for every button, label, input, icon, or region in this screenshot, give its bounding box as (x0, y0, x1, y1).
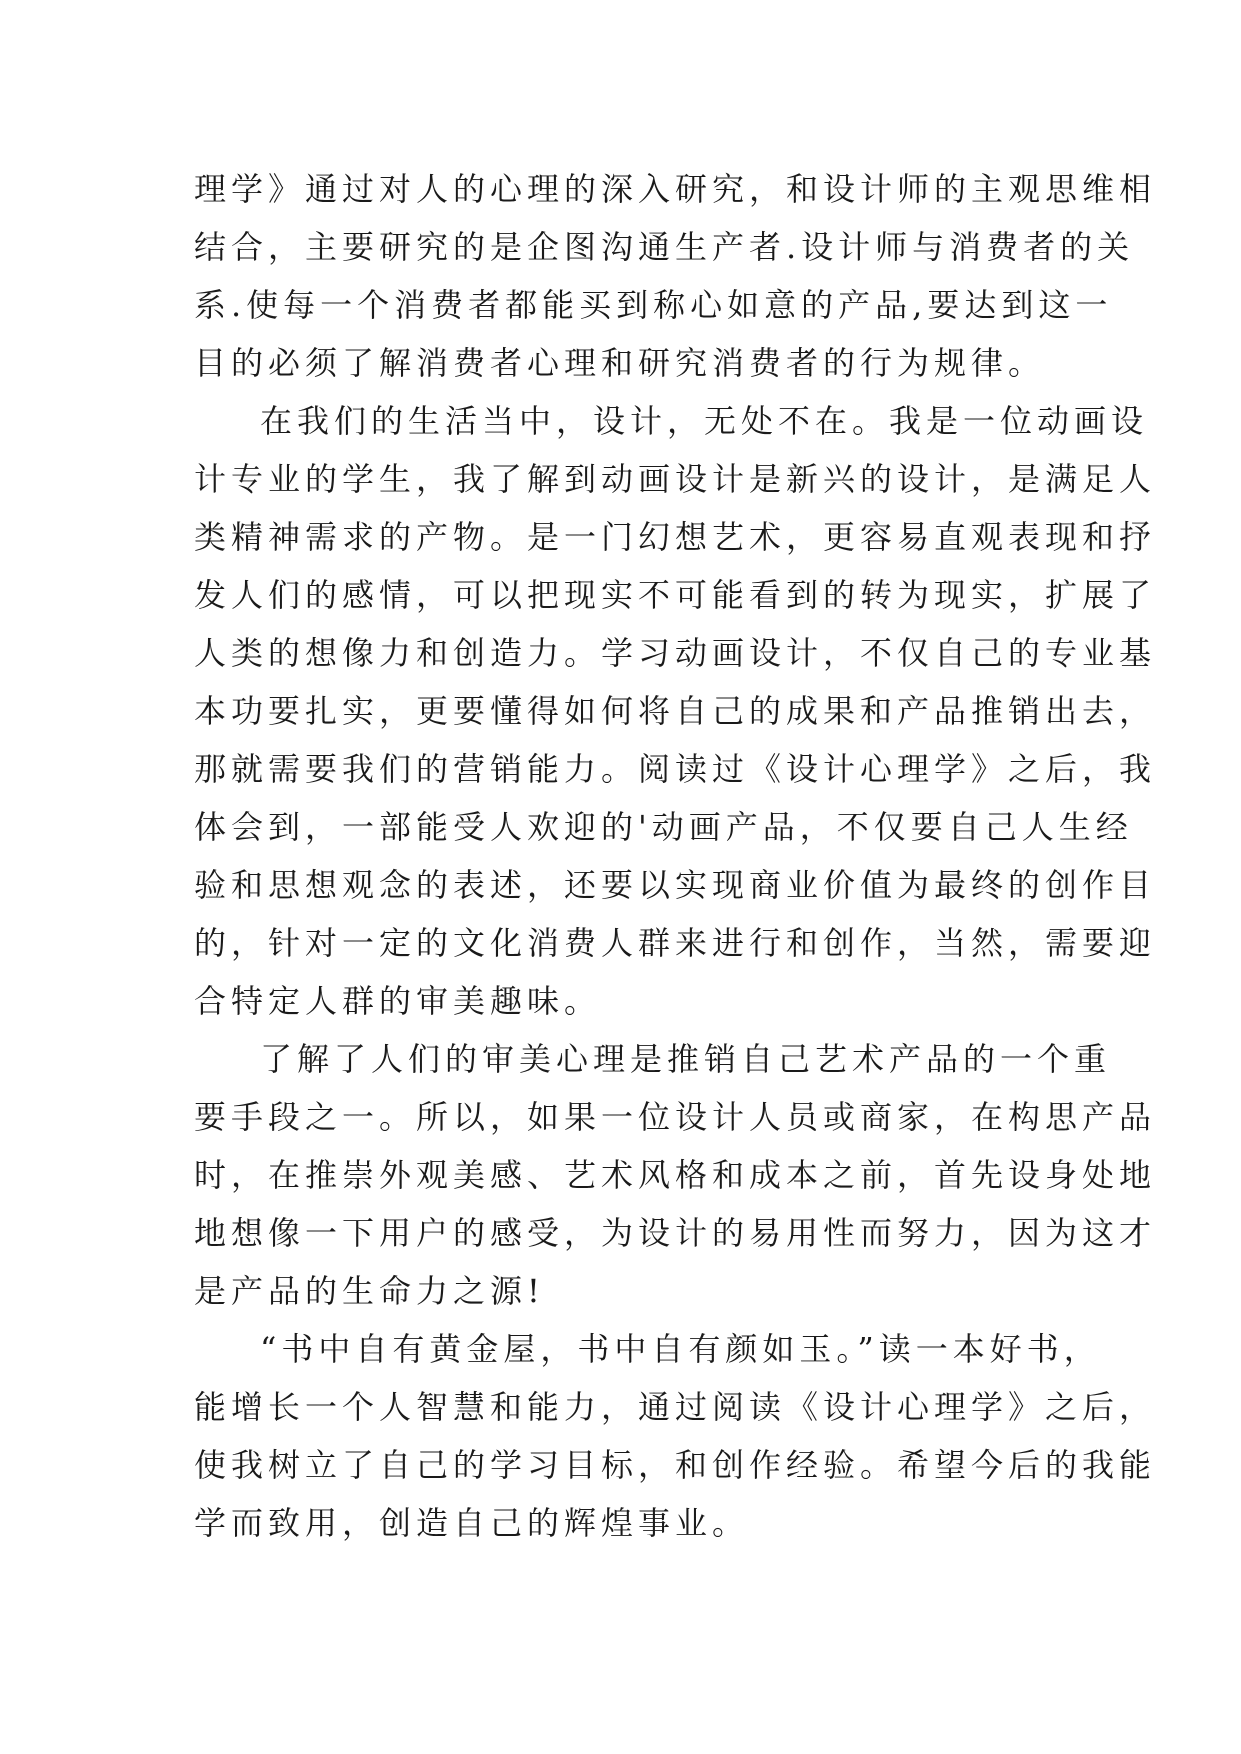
text-line: 学而致用，创造自己的辉煌事业。 (194, 1504, 750, 1542)
text-line: 本功要扎实，更要懂得如何将自己的成果和产品推销出去， (194, 692, 1157, 730)
text-line: 发人们的感情，可以把现实不可能看到的转为现实，扩展了 (194, 576, 1157, 614)
text-line: 时，在推崇外观美感、艺术风格和成本之前，首先设身处地 (194, 1156, 1157, 1194)
document-body (194, 160, 1157, 1552)
text-line: 计专业的学生，我了解到动画设计是新兴的设计，是满足人 (194, 460, 1157, 498)
text-line: 能增长一个人智慧和能力，通过阅读《设计心理学》之后， (194, 1388, 1157, 1426)
paragraph-3 (194, 1030, 1157, 1320)
text-line: 是产品的生命力之源! (194, 1272, 545, 1310)
text-line: 理学》通过对人的心理的深入研究，和设计师的主观思维相 (194, 170, 1157, 208)
text-line: 要手段之一。所以，如果一位设计人员或商家，在构思产品 (194, 1098, 1157, 1136)
paragraph-1 (194, 160, 1157, 392)
text-line: 人类的想像力和创造力。学习动画设计，不仅自己的专业基 (194, 634, 1157, 672)
text-line: 在我们的生活当中，设计，无处不在。我是一位动画设 (260, 402, 1149, 440)
text-line: 体会到，一部能受人欢迎的'动画产品，不仅要自己人生经 (194, 808, 1133, 846)
text-line: 合特定人群的审美趣味。 (194, 982, 602, 1020)
text-line: 验和思想观念的表述，还要以实现商业价值为最终的创作目 (194, 866, 1157, 904)
text-line: 系.使每一个消费者都能买到称心如意的产品,要达到这一 (194, 286, 1113, 324)
text-line: 类精神需求的产物。是一门幻想艺术，更容易直观表现和抒 (194, 518, 1157, 556)
text-line: “书中自有黄金屋，书中自有颜如玉。”读一本好书， (260, 1330, 1101, 1368)
text-line: 目的必须了解消费者心理和研究消费者的行为规律。 (194, 344, 1046, 382)
text-line: 的，针对一定的文化消费人群来进行和创作，当然，需要迎 (194, 924, 1157, 962)
text-line: 了解了人们的审美心理是推销自己艺术产品的一个重 (260, 1040, 1112, 1078)
text-line: 地想像一下用户的感受，为设计的易用性而努力，因为这才 (194, 1214, 1157, 1252)
text-line: 结合，主要研究的是企图沟通生产者.设计师与消费者的关 (194, 228, 1135, 266)
text-line: 那就需要我们的营销能力。阅读过《设计心理学》之后，我 (194, 750, 1157, 788)
paragraph-2 (194, 392, 1157, 1030)
paragraph-4 (194, 1320, 1157, 1552)
text-line: 使我树立了自己的学习目标，和创作经验。希望今后的我能 (194, 1446, 1157, 1484)
